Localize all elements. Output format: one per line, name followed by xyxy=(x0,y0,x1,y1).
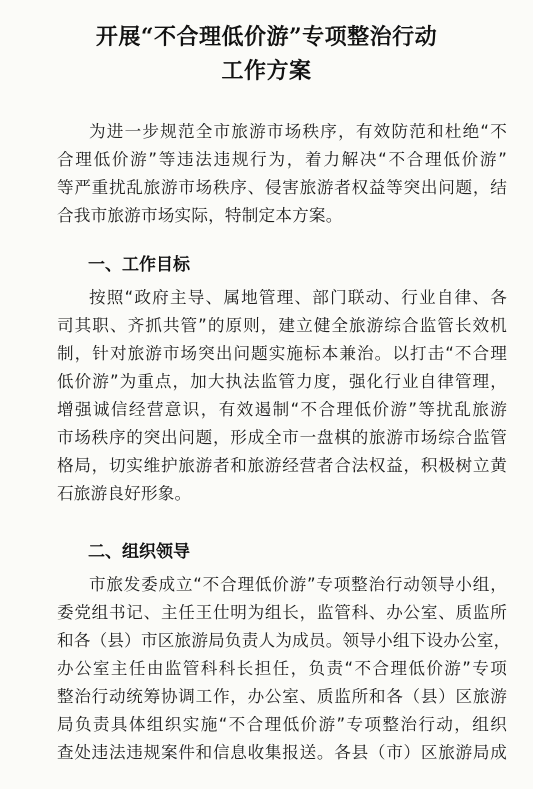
text-line: 市场秩序的突出问题，形成全市一盘棋的旅游市场综合监管 xyxy=(57,428,507,447)
section-goals-paragraph xyxy=(57,284,507,508)
text-line: 合我市旅游市场实际，特制定本方案。 xyxy=(57,206,343,225)
section-organization-paragraph xyxy=(57,571,511,767)
text-line: 低价游”为重点，加大执法监管力度，强化行业自律管理， xyxy=(57,372,507,391)
text-line: 格局，切实维护旅游者和旅游经营者合法权益，积极树立黄 xyxy=(57,456,507,475)
text-line: 查处违法违规案件和信息收集报送。各县（市）区旅游局成 xyxy=(57,743,507,762)
section-heading-goals: 一、工作目标 xyxy=(88,255,190,275)
text-line: 增强诚信经营意识，有效遏制“不合理低价游”等扰乱旅游 xyxy=(57,400,507,419)
document-title-line-1: 开展“不合理低价游”专项整治行动 xyxy=(95,24,438,50)
text-line: 制，针对旅游市场突出问题实施标本兼治。以打击“不合理 xyxy=(57,344,507,363)
text-line: 为进一步规范全市旅游市场秩序，有效防范和杜绝“不 xyxy=(89,122,507,141)
intro-paragraph xyxy=(57,118,507,230)
text-line: 局负责具体组织实施“不合理低价游”专项整治行动，组织 xyxy=(57,715,507,734)
text-line: 整治行动统筹协调工作，办公室、质监所和各（县）区旅游 xyxy=(57,687,507,706)
text-line: 按照“政府主导、属地管理、部门联动、行业自律、各 xyxy=(89,288,507,307)
text-line: 石旅游良好形象。 xyxy=(57,484,192,503)
text-line: 和各（县）市区旅游局负责人为成员。领导小组下设办公室， xyxy=(57,631,511,650)
section-heading-organization: 二、组织领导 xyxy=(88,542,190,562)
text-line: 委党组书记、主任王仕明为组长，监管科、办公室、质监所 xyxy=(57,603,507,622)
text-line: 等严重扰乱旅游市场秩序、侵害旅游者权益等突出问题，结 xyxy=(57,178,507,197)
text-line: 市旅发委成立“不合理低价游”专项整治行动领导小组， xyxy=(89,575,507,594)
text-line: 办公室主任由监管科科长担任，负责“不合理低价游”专项 xyxy=(57,659,507,678)
text-line: 司其职、齐抓共管”的原则，建立健全旅游综合监管长效机 xyxy=(57,316,507,335)
document-title-line-2: 工作方案 xyxy=(221,58,312,84)
text-line: 合理低价游”等违法违规行为，着力解决“不合理低价游” xyxy=(57,150,507,169)
